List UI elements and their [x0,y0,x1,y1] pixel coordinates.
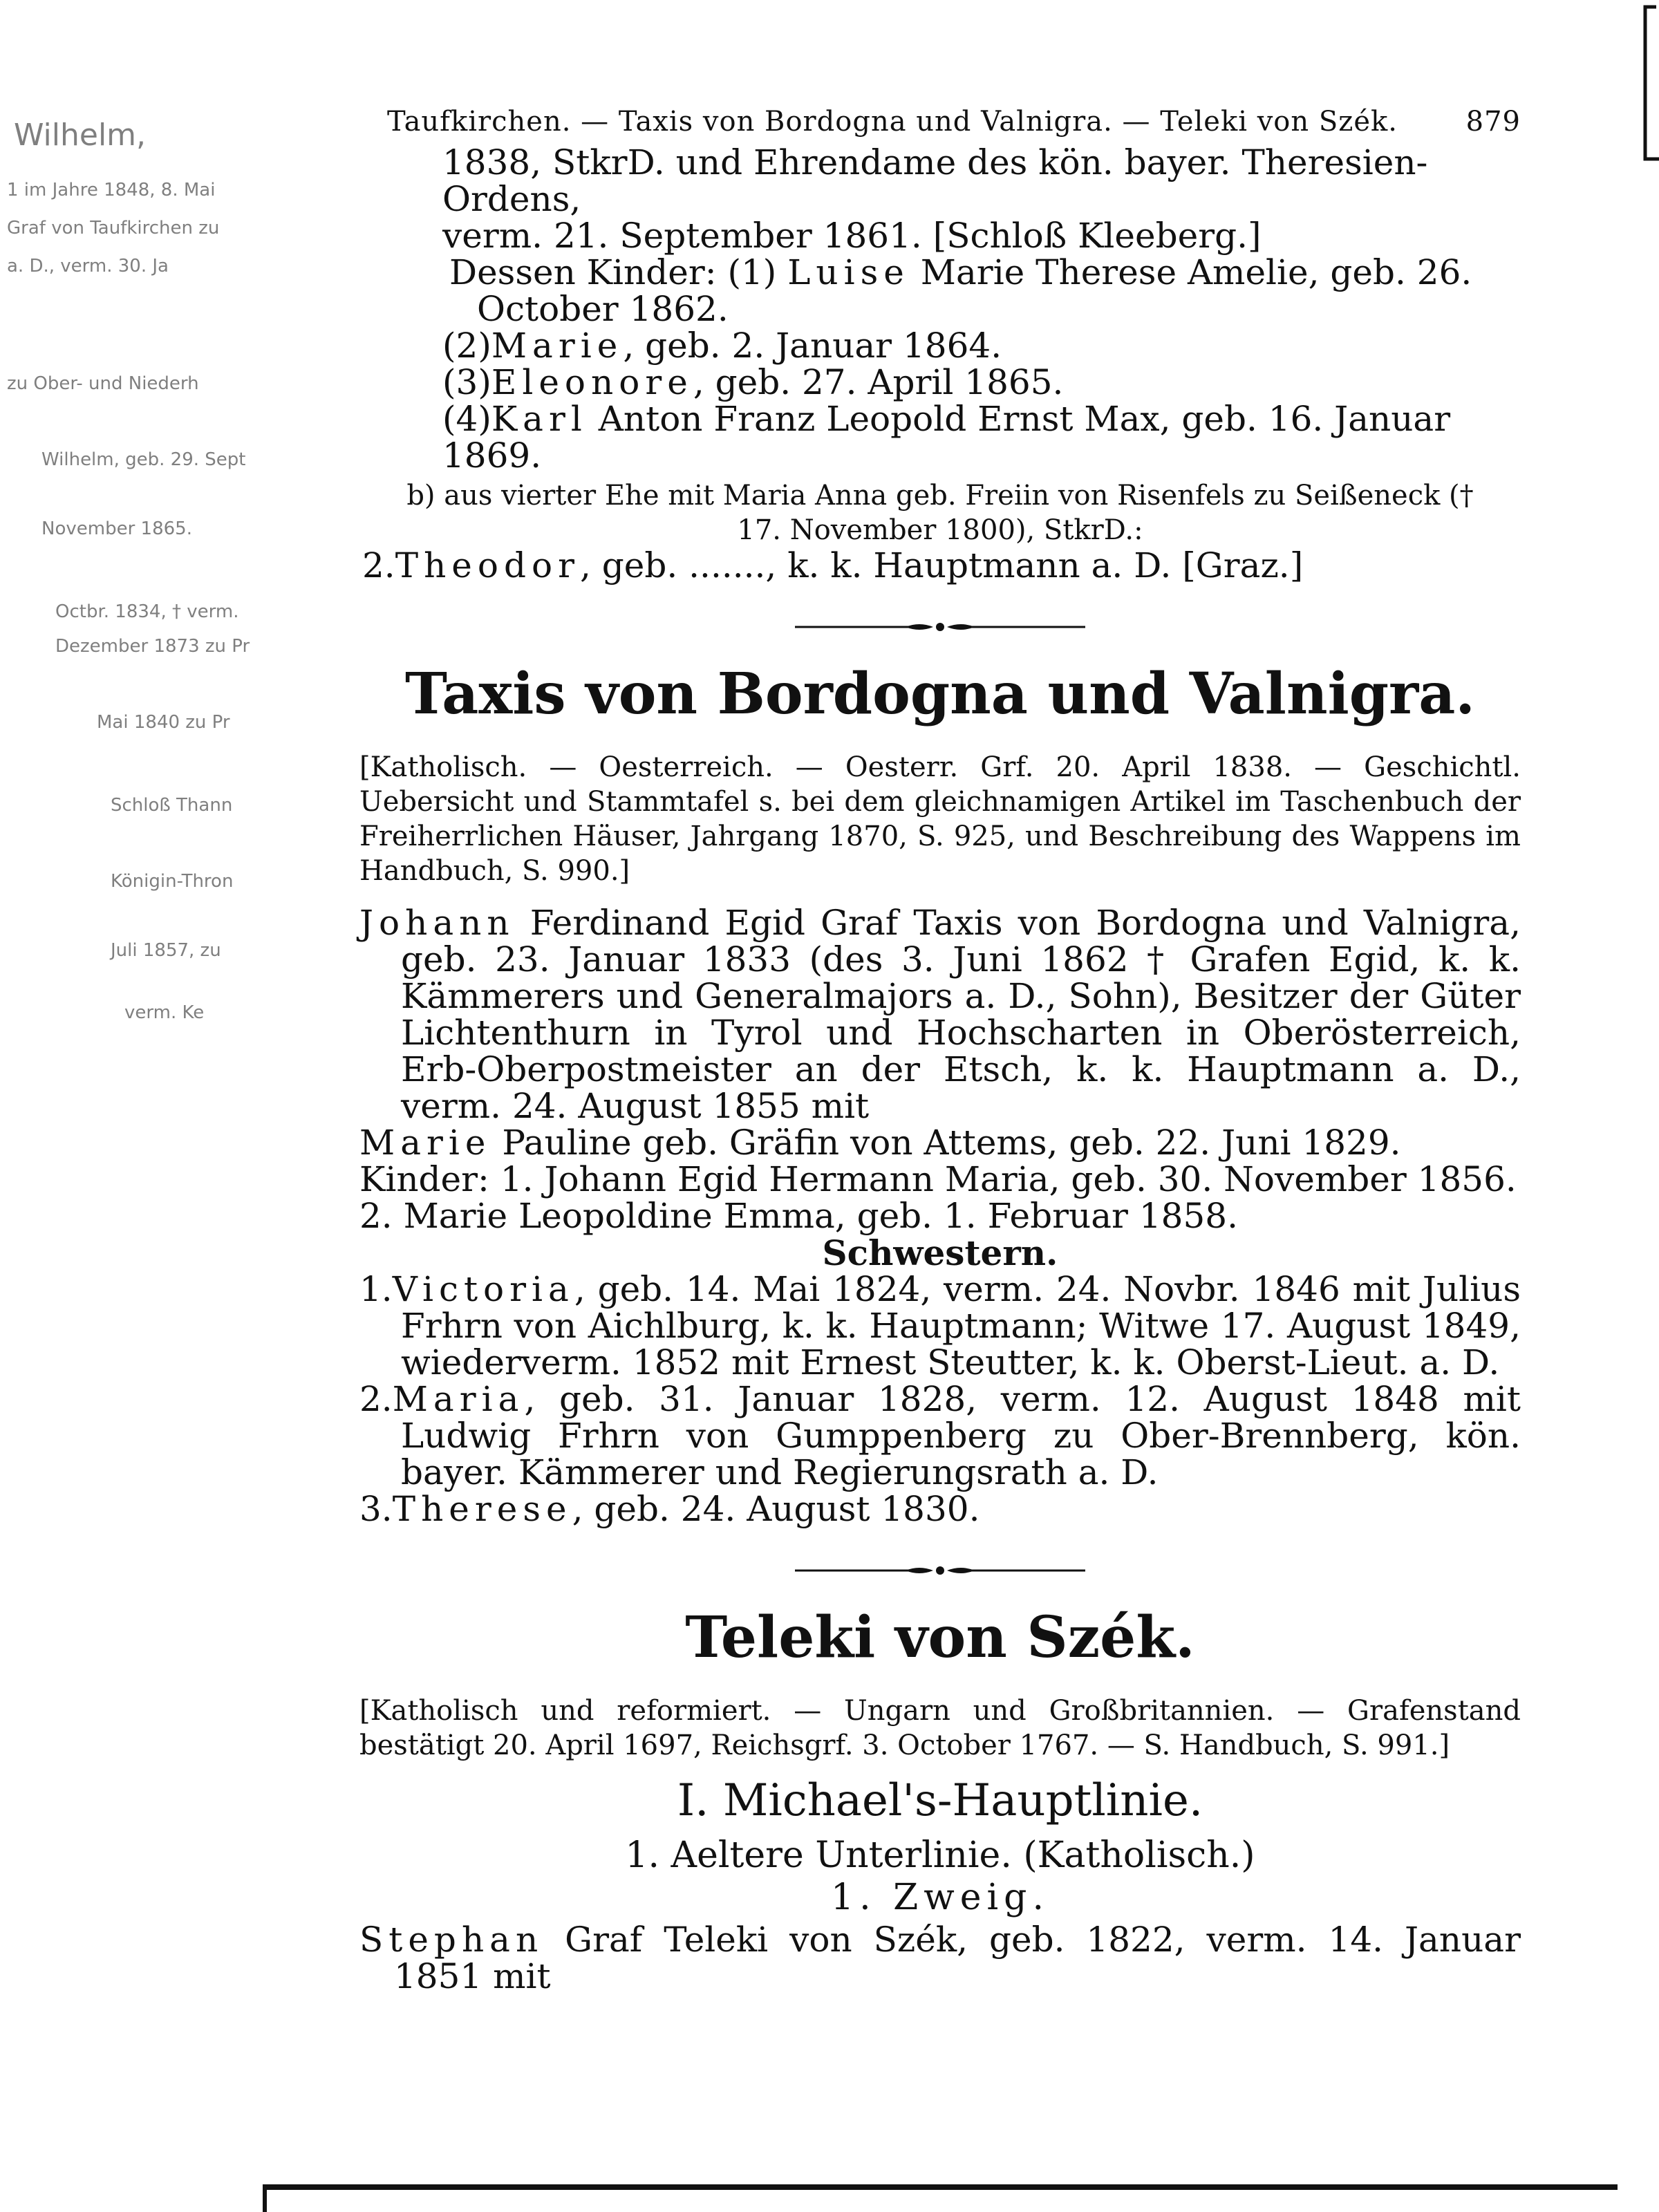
sister-entry [359,1491,1521,1528]
wife-name: Marie [359,1123,491,1163]
child-details: Marie Therese Amelie, geb. 26. October 1862. [477,252,1472,329]
teleki-entry [359,1922,1521,1995]
ornament-rule [795,619,1085,635]
branch-heading: 1. Zweig. [830,1877,1049,1918]
ghost-line: Schloß Thann [111,795,233,816]
kinder-label: Kinder: [359,1159,489,1199]
ghost-line: Dezember 1873 zu Pr [55,636,250,657]
child-name: Karl [491,399,588,439]
bottom-rule [263,2184,1618,2190]
line-heading: I. Michael's-Hauptlinie. [677,1775,1203,1826]
entry-number: 3. [359,1489,393,1529]
children-list-item [359,254,1521,328]
child-name: Eleonore [491,362,693,402]
entry-details: , geb. 31. Januar 1828, verm. 12. August 1848 mit Ludwig Frhrn von Gumppenberg zu Ober-Brennberg, kön. bayer. Kämmerer und Regierungsrath a. D. [401,1379,1521,1492]
ghost-line: zu Ober- und Niederh [7,373,199,394]
ghost-line: a. D., verm. 30. Ja [7,256,169,276]
entry-number: 2. [359,1379,393,1419]
kinder-label: Dessen Kinder: [449,252,717,292]
entry-number: 2. [362,545,395,585]
running-header [387,104,1521,140]
head-entry [359,905,1521,1125]
ghost-line: Juli 1857, zu [111,940,221,961]
subline-heading: 1. Aeltere Unterlinie. (Katholisch.) [625,1835,1255,1876]
continuation-line: 1838, StkrD. und Ehrendame des kön. bayer. Theresien-Ordens, [442,142,1428,219]
wife-details: Pauline geb. Gräfin von Attems, geb. 22. Juni 1829. [502,1123,1401,1163]
section-ornament [359,619,1521,635]
ghost-line: Mai 1840 zu Pr [97,712,230,733]
child-number: (2) [442,326,491,366]
sister-entry [359,1271,1521,1381]
section-title: Taxis von Bordogna und Valnigra. [405,661,1475,727]
sister-entry [359,1381,1521,1491]
section-intro: [Katholisch. — Oesterreich. — Oesterr. Grf. 20. April 1838. — Geschichtl. Uebersicht und Stammtafel s. bei dem gleichnamigen Artikel im Taschenbuch der Freiherrlichen Häuser, Jahrgang 1870, S. 925, und Beschreibung des Wappens im Handbuch, S. 990.] [359,751,1521,887]
entry-number: 1. [359,1269,393,1309]
second-marriage-note: b) aus vierter Ehe mit Maria Anna geb. Freiin von Risenfels zu Seißeneck († 17. November 1800), StkrD.: [406,480,1474,546]
kinder-item: 2. Marie Leopoldine Emma, geb. 1. Februar 1858. [359,1196,1238,1236]
page-number: 879 [1465,106,1521,138]
entry-name: Theodor [395,545,580,585]
entry-details: , geb. 14. Mai 1824, verm. 24. Novbr. 1846 mit Julius Frhrn von Aichlburg, k. k. Hauptmann; Witwe 17. August 1849, wiederverm. 1852 mit Ernest Steutter, k. k. Oberst-Lieut. a. D. [401,1269,1521,1382]
child-details: , geb. 2. Januar 1864. [623,326,1002,366]
ghost-line: Octbr. 1834, † verm. [55,601,239,622]
ghost-line: Wilhelm, [14,118,147,153]
entry-details: , geb. ......., k. k. Hauptmann a. D. [Graz.] [579,545,1304,585]
ghost-line: November 1865. [41,518,192,539]
entry-name: Maria [392,1379,525,1419]
kinder-item: 1. Johann Egid Hermann Maria, geb. 30. November 1856. [500,1159,1517,1199]
child-number: (4) [442,399,491,439]
kinder-entry [359,1161,1521,1198]
ghost-line: 1 im Jahre 1848, 8. Mai [7,180,216,200]
entry-name: Victoria [392,1269,574,1309]
head-details: Ferdinand Egid Graf Taxis von Bordogna und Valnigra, geb. 23. Januar 1833 (des 3. Juni 1862 † Grafen Egid, k. k. Kämmerers und Generalmajors a. D., Sohn), Besitzer der Güter Lichtenthurn in Tyrol und Hochscharten in Oberösterreich, Erb-Oberpostmeister an der Etsch, k. k. Hauptmann a. D., verm. 24. August 1855 mit [401,903,1521,1126]
ornament-rule [795,1562,1085,1579]
ghost-line: Wilhelm, geb. 29. Sept [41,449,246,470]
section-title: Teleki von Szék. [685,1604,1195,1671]
page-corner-mark [1635,0,1659,173]
head-name: Johann [359,903,515,943]
entry-name: Therese [392,1489,572,1529]
child-name: Marie [491,326,624,366]
ghost-line: Königin-Thron [111,871,234,892]
child-details: , geb. 27. April 1865. [693,362,1064,402]
entry-details: Graf Teleki von Szék, geb. 1822, verm. 14. Januar 1851 mit [394,1920,1521,1996]
entry-details: , geb. 24. August 1830. [572,1489,980,1529]
bottom-rule-cap [263,2188,267,2212]
children-list-item [359,401,1521,474]
theodor-entry [359,547,1521,584]
continuation-line: verm. 21. September 1861. [Schloß Kleeberg.] [442,216,1262,256]
entry-name: Stephan [359,1920,544,1960]
child-number: (1) [727,252,777,292]
bleed-through-column [0,90,263,2094]
wife-entry [359,1125,1521,1161]
child-number: (3) [442,362,491,402]
children-list-item [359,328,1521,364]
child-details: Anton Franz Leopold Ernst Max, geb. 16. Januar 1869. [442,399,1451,476]
ghost-line: Graf von Taufkirchen zu [7,218,220,238]
children-list-item [359,364,1521,401]
ghost-line: verm. Ke [124,1002,205,1023]
sisters-heading: Schwestern. [822,1232,1058,1273]
section-ornament [359,1562,1521,1579]
child-name: Luise [787,252,910,292]
section-intro: [Katholisch und reformiert. — Ungarn und Großbritannien. — Grafenstand bestätigt 20. April 1697, Reichsgrf. 3. October 1767. — S. Handbuch, S. 991.] [359,1695,1521,1761]
page-body [359,104,1521,1995]
running-title: Taufkirchen. — Taxis von Bordogna und Valnigra. — Teleki von Szék. [387,106,1398,138]
